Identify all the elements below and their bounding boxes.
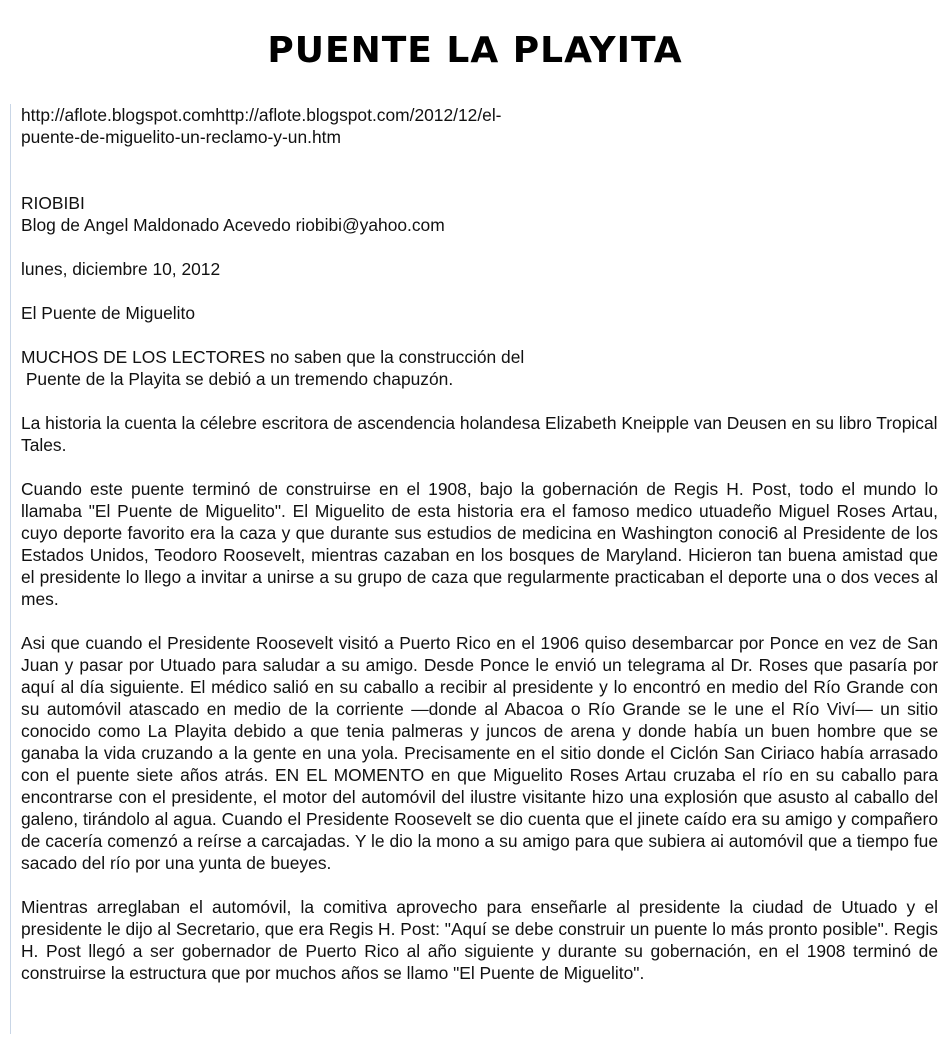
paragraph-4: Mientras arreglaban el automóvil, la comitiva aprovecho para enseñarle al presidente la ciudad de Utuado y el presidente le dijo al Secretario, que era Regis H. Post: "Aquí se debe construir un puente lo más pronto posible". Regis H. Post llegó a ser gobernador de Puerto Rico al año siguiente y durante su gobernación, en el 1908 terminó de construirse la estructura que por muchos años se llamo "El Puente de Miguelito".: [21, 897, 938, 983]
source-url-line-2: puente-de-miguelito-un-reclamo-y-un.htm: [21, 127, 341, 147]
paragraph-2: Cuando este puente terminó de construirse en el 1908, bajo la gobernación de Regis H. Post, todo el mundo lo llamaba "El Puente de Miguelito". El Miguelito de esta historia era el famoso medico utuadeño Miguel Roses Artau, cuyo deporte favorito era la caza y que durante sus estudios de medicina en Washington conoci6 al Presidente de los Estados Unidos, Teodoro Roosevelt, mientras cazaban en los bosques de Maryland. Hicieron tan buena amistad que el presidente lo llego a invitar a unirse a su grupo de caza que regularmente practicaban el deporte una o dos veces al mes.: [21, 479, 938, 609]
intro-line-2: Puente de la Playita se debió a un tremendo chapuzón.: [21, 369, 454, 389]
document-body: [10, 104, 938, 1034]
source-url-line-1: http://aflote.blogspot.comhttp://aflote.blogspot.com/2012/12/el-: [21, 105, 502, 125]
paragraph-3: Asi que cuando el Presidente Roosevelt visitó a Puerto Rico en el 1906 quiso desembarcar por Ponce en vez de San Juan y pasar por Utuado para saludar a su amigo. Desde Ponce le envió un telegrama al Dr. Roses que pasaría por aquí al día siguiente. El médico salió en su caballo a recibir al presidente y lo encontró en medio del Río Grande con su automóvil atascado en medio de la corriente —donde al Abacoa o Río Grande se le une el Río Viví— un sitio conocido como La Playita debido a que tenia palmeras y juncos de arena y donde había un buen hombre que se ganaba la vida cruzando a la gente en una yola. Precisamente en el sitio donde el Ciclón San Ciriaco había arrasado con el puente siete años atrás. EN EL MOMENTO en que Miguelito Roses Artau cruzaba el río en su caballo para encontrarse con el presidente, el motor del automóvil del ilustre visitante hizo una explosión que asusto al caballo del galeno, tirándolo al agua. Cuando el Presidente Roosevelt se dio cuenta que el jinete caído era su amigo y compañero de cacería comenzó a reírse a carcajadas. Y le dio la mono a su amigo para que subiera ai automóvil que a tiempo fue sacado del río por una yunta de bueyes.: [21, 633, 938, 873]
post-date: lunes, diciembre 10, 2012: [21, 259, 221, 279]
paragraph-1: La historia la cuenta la célebre escritora de ascendencia holandesa Elizabeth Kneipple van Deusen en su libro Tropical Tales.: [21, 413, 938, 455]
blog-name: RIOBIBI: [21, 193, 85, 213]
post-title: El Puente de Miguelito: [21, 303, 196, 323]
blog-byline: Blog de Angel Maldonado Acevedo riobibi@yahoo.com: [21, 215, 445, 235]
intro-line-1: MUCHOS DE LOS LECTORES no saben que la construcción del: [21, 347, 525, 367]
page-title: PUENTE LA PLAYITA: [267, 30, 683, 71]
